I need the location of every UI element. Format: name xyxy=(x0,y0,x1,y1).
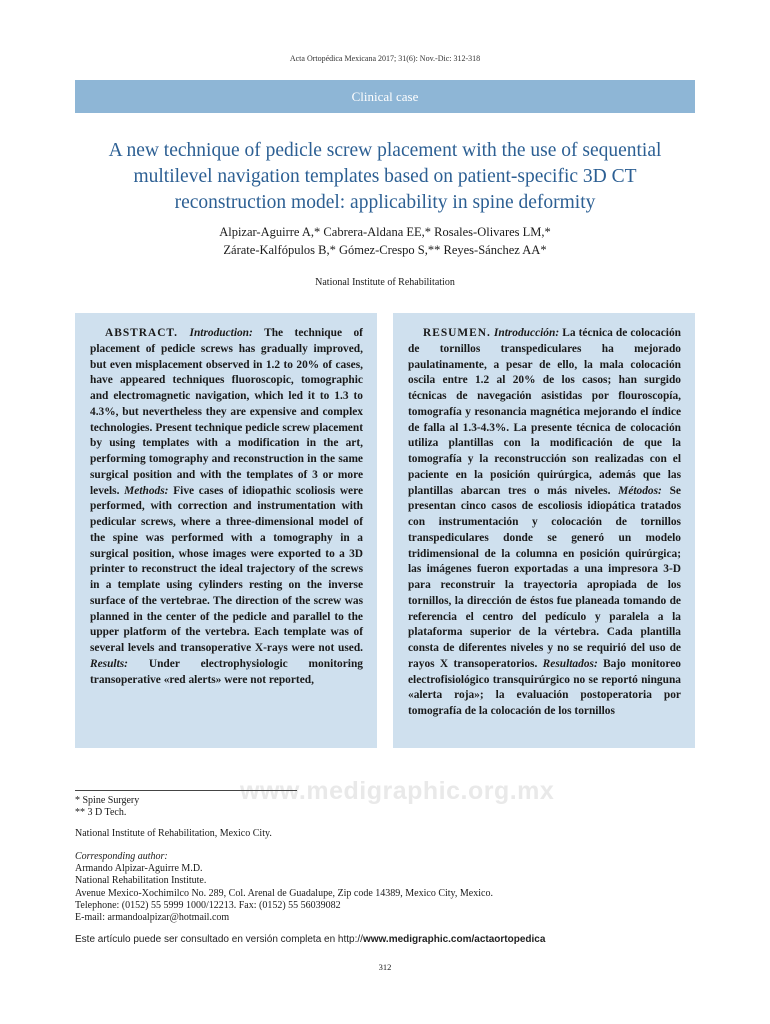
introduccion-text: La técnica de colocación de tornillos transpediculares ha mejorado paulatinamente, a pesar de ello, la mala colocación oscila entre 1.2 al 20% de los casos; han surgido técnicas de navegación asistidas por flouroscopía, tomografía y resonancia magnética mejorando el índice de falla al 1.3-4.3%. La presente técnica de colocación utiliza plantillas con la modificación de que la tomografía y la reconstrucción son realizadas con el paciente en la posición quirúrgica, además que las plantillas abarcan tres o más niveles. xyxy=(408,327,681,497)
corresponding-label: Corresponding author: xyxy=(75,851,168,862)
footnote-spine-surgery: * Spine Surgery xyxy=(75,795,140,806)
online-version-note xyxy=(75,934,545,945)
authors-line-1: Alpizar-Aguirre A,* Cabrera-Aldana EE,* Rosales-Olivares LM,* xyxy=(219,225,551,239)
introduccion-label: Introducción: xyxy=(493,327,560,339)
metodos-label: Métodos: xyxy=(618,484,662,497)
corresponding-email[interactable]: E-mail: armandoalpizar@hotmail.com xyxy=(75,912,230,924)
metodos-text: Se presentan cinco casos de escoliosis idiopática tratados con instrumentación y colocación de tornillos transpediculares donde se generó un modelo tridimensional de la columna en posición quirúrgica; las imágenes fueron exportadas a una impresora 3-D para reconstruir la trayectoria apropiada de los tornillos, la dirección de éstos fue planeada tomando de referencia el centro del pedículo y paralela a la plataforma superior de la vértebra. Cada plantilla consta de diferentes niveles y no se requirió del uso de rayos X transoperatorios. xyxy=(408,484,681,670)
journal-reference: Acta Ortopédica Mexicana 2017; 31(6): Nov.-Dic: 312-318 xyxy=(289,54,481,63)
abstract-english-text xyxy=(90,326,363,688)
institution-footnote: National Institute of Rehabilitation, Mexico City. xyxy=(75,828,272,839)
online-version-link[interactable]: www.medigraphic.com/actaortopedica xyxy=(362,934,546,945)
abstract-english-box xyxy=(75,313,377,748)
section-label-banner: Clinical case xyxy=(75,80,695,113)
footnote-divider xyxy=(75,790,297,791)
corresponding-author-block xyxy=(75,851,493,924)
page-number: 312 xyxy=(378,962,392,972)
resumen-heading: RESUMEN. xyxy=(423,327,491,339)
affiliation: National Institute of Rehabilitation xyxy=(315,277,455,288)
article-title: A new technique of pedicle screw placement with the use of sequential multilevel navigation templates based on patient-specific 3D CT reconstruction model: applicability in spine deformity xyxy=(108,140,662,213)
methods-label: Methods: xyxy=(124,484,169,497)
authors-line-2: Zárate-Kalfópulos B,* Gómez-Crespo S,** Reyes-Sánchez AA* xyxy=(223,242,547,257)
abstract-spanish-text xyxy=(408,326,681,720)
author-list xyxy=(0,224,770,259)
footnote-3d-tech: ** 3 D Tech. xyxy=(75,807,127,818)
introduction-text: The technique of placement of pedicle screws has gradually improved, but even misplacement observed in 1.2 to 20% of cases, have appeared techniques fluoroscopic, tomographic and electromagnetic navigation, which led it to 1.3 to 4.3%, but nevertheless they are expensive and complex technologies. Present technique pedicle screw placement by using templates with a modification in the art, performing tomography and reconstruction in the same surgical position and with the templates of 3 or more levels. xyxy=(90,327,363,497)
methods-text: Five cases of idiopathic scoliosis were performed, with correction and instrumentation with pedicular screws, where a three-dimensional model of the spine was performed with a tomography in a surgical position, whose images were exported to a 3D printer to reconstruct the ideal trajectory of the screws in a template using cylinders resting on the inverse surface of the vertebrae. The direction of the screw was planned in the center of the pedicle and parallel to the upper platform of the vertebra. Each template was of several levels and transoperative X-rays were not used. xyxy=(90,484,364,654)
corresponding-phone: Telephone: (0152) 55 5999 1000/12213. Fax: (0152) 55 56039082 xyxy=(75,899,341,911)
online-note-prefix: Este artículo puede ser consultado en versión completa en http:// xyxy=(75,934,363,945)
corresponding-name: Armando Alpizar-Aguirre M.D. xyxy=(75,863,203,875)
medigraphic-watermark: www.medigraphic.org.mx xyxy=(240,777,555,805)
author-footnotes xyxy=(75,795,139,819)
abstract-heading: ABSTRACT. xyxy=(105,327,179,339)
resultados-text: Bajo monitoreo electrofisiológico transquirúrgico no se reportó ninguna «alerta roja»; la evaluación postoperatoria por tomografía de la colocación de los tornillos xyxy=(408,657,681,717)
resultados-label: Resultados: xyxy=(542,657,598,670)
results-label: Results: xyxy=(90,657,128,670)
results-text: Under electrophysiologic monitoring transoperative «red alerts» were not reported, xyxy=(90,657,363,686)
introduction-label: Introduction: xyxy=(189,327,253,339)
corresponding-institution: National Rehabilitation Institute. xyxy=(75,875,207,887)
abstract-spanish-box xyxy=(393,313,695,748)
corresponding-address: Avenue Mexico-Xochimilco No. 289, Col. Arenal de Guadalupe, Zip code 14389, Mexico City, Mexico. xyxy=(75,887,493,899)
